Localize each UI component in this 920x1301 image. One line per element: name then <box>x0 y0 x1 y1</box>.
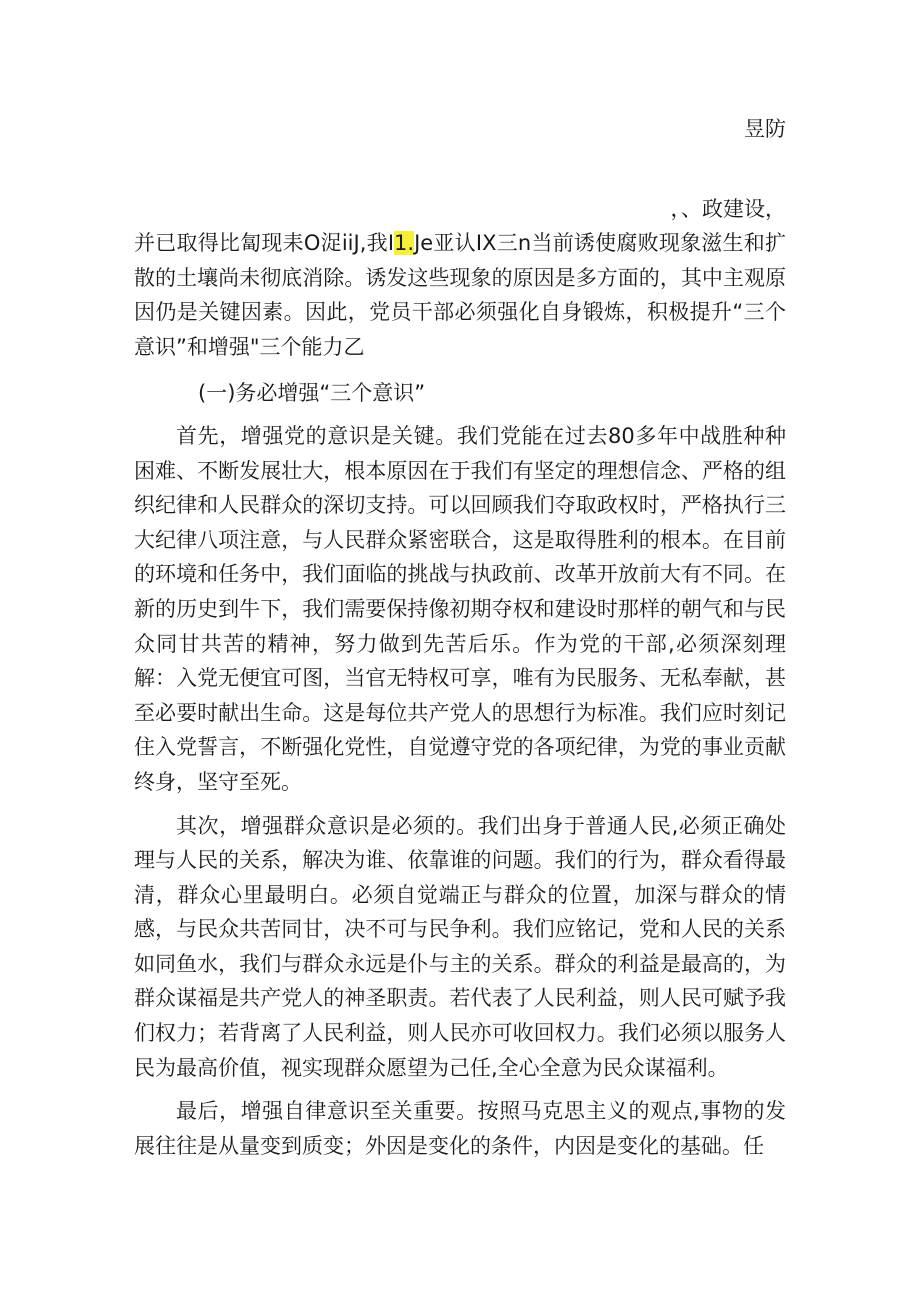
intro-fragment-line: ，、政建设， <box>670 197 786 221</box>
section-heading: (一)务必增强“三个意识” <box>198 381 426 406</box>
paragraph-mass-awareness: 其次，增强群众意识是必须的。我们出身于普通人民,必须正确处理与人民的关系，解决为谁、依靠谁的问题。我们的行为，群众看得最清，群众心里最明白。必须自觉端正与群众的位置，加深与群众的情感，与民众共苦同甘，决不可与民争利。我们应铭记，党和人民的关系如同鱼水，我们与群众永远是仆与主的关系。群众的利益是最高的，为群众谋福是共产党人的神圣职责。若代表了人民利益，则人民可赋予我们权力；若背离了人民利益，则人民亦可收回权力。我们必须以服务人民为最高价值，视实现群众愿望为己任,全心全意为民众谋福利。 <box>134 813 786 1080</box>
paragraph-self-discipline: 最后，增强自律意识至关重要。按照马克思主义的观点,事物的发展往往是从量变到质变；外因是变化的条件，内因是变化的基础。任 <box>134 1099 786 1158</box>
highlighted-text: 1. <box>394 231 415 255</box>
document-body <box>134 226 786 1163</box>
intro-paragraph <box>134 226 786 364</box>
header-mark: 昱防 <box>744 117 786 141</box>
intro-text-before: 并已取得比匐现耒O浞iiJ,我I <box>134 231 395 255</box>
paragraph-party-awareness: 首先，增强党的意识是关键。我们党能在过去80多年中战胜种种困难、不断发展壮大，根本原因在于我们有坚定的理想信念、严格的组织纪律和人民群众的深切支持。可以回顾我们夺取政权时，严格执行三大纪律八项注意，与人民群众紧密联合，这是取得胜利的根本。在目前的环境和任务中，我们面临的挑战与执政前、改革开放前大有不同。在新的历史到牛下，我们需要保持像初期夺权和建设时那样的朝气和与民众同甘共苦的精神，努力做到先苦后乐。作为党的干部,必须深刻理解：入党无便宜可图，当官无特权可享，唯有为民服务、无私奉献，甚至必要时献出生命。这是每位共产党人的思想行为标准。我们应时刻记住入党誓言，不断强化党性，自觉遵守党的各项纪律，为党的事业贡献终身，坚守至死。 <box>134 423 786 794</box>
intro-text-after: Je亚认IX三n当前诱使腐败现象滋生和扩散的土壤尚未彻底消除。诱发这些现象的原因是多方面的，其中主观原因仍是关键因素。因此，党员干部必须强化自身锻炼，积极提升“三个意识”和增强"三个能力乙 <box>134 231 786 359</box>
